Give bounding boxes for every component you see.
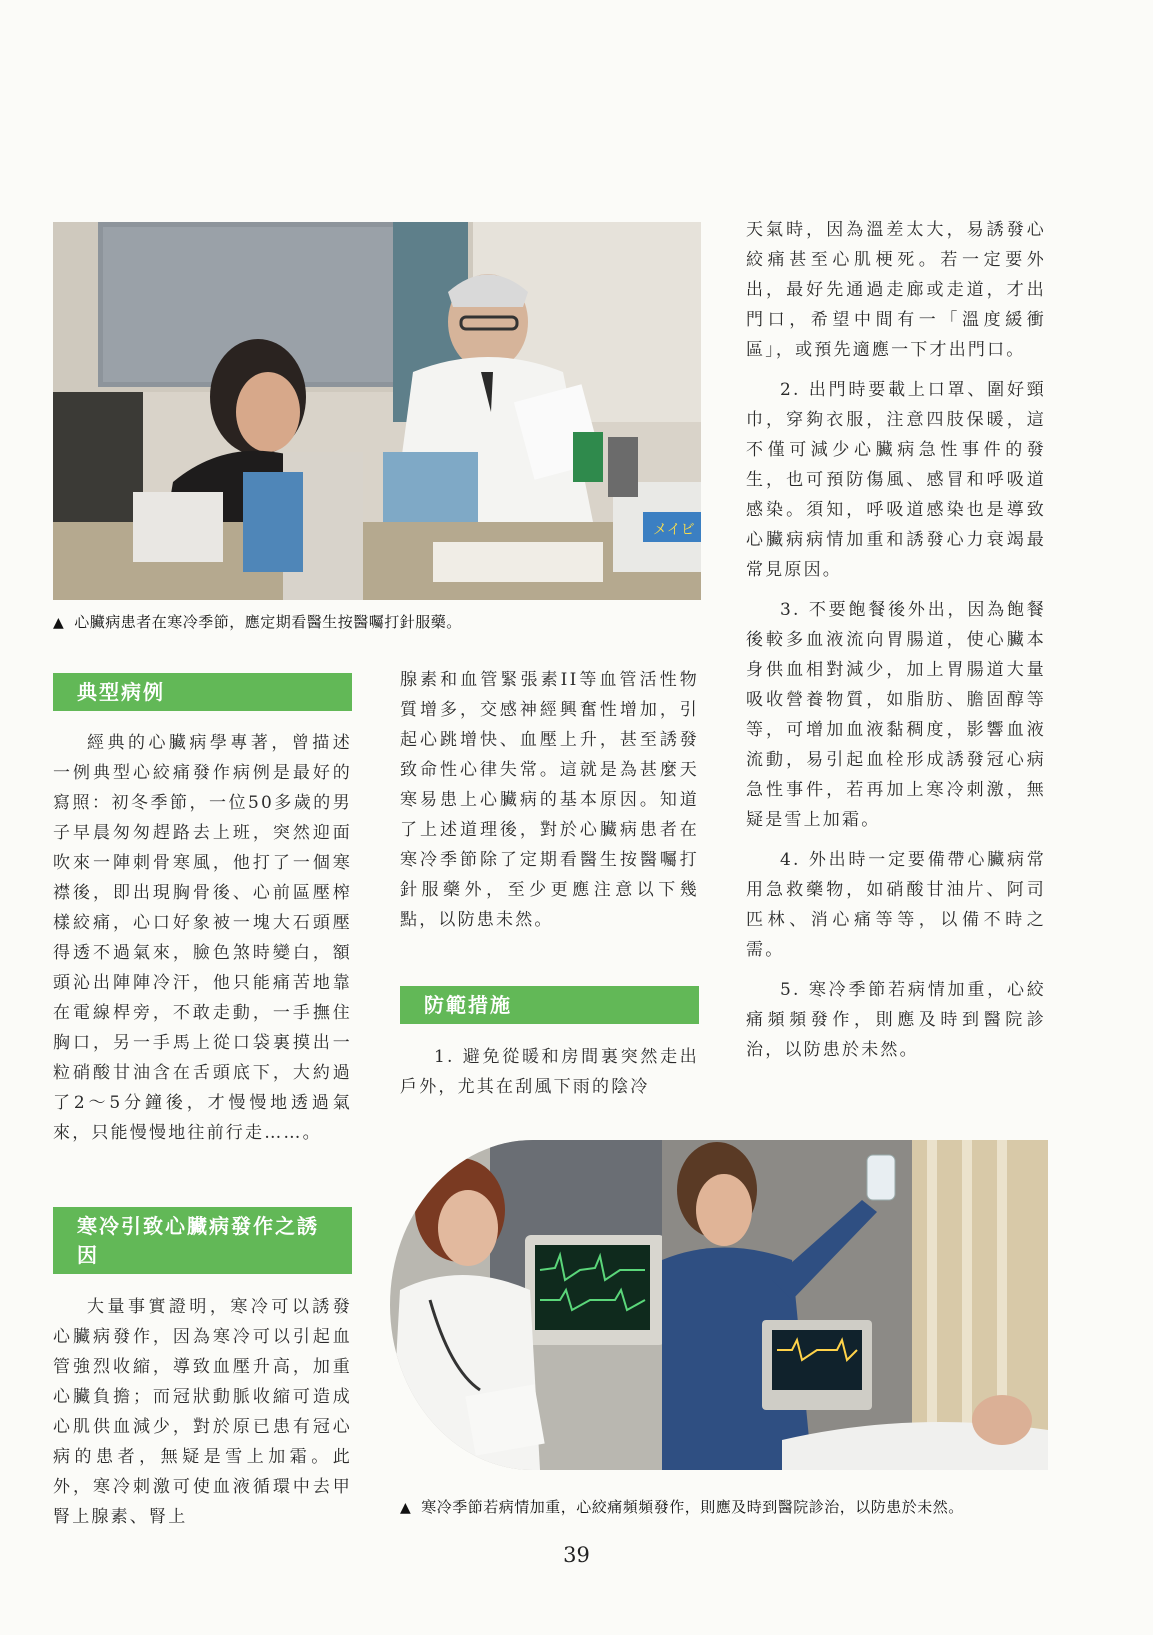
prevention-item-1-start: 1. 避免從暖和房間裏突然走出戶外，尤其在刮風下雨的陰冷: [400, 1047, 699, 1097]
bottom-photo-caption: [400, 1496, 964, 1517]
caption-marker-2: ▲: [400, 1500, 412, 1516]
heading-cold-cause: [53, 1207, 352, 1274]
heading-cold-cause-text: 寒冷引致心臟病發作之誘因: [77, 1213, 319, 1267]
prevention-item-1-cont: 天氣時，因為溫差太大，易誘發心絞痛甚至心肌梗死。若一定要外出，最好先通過走廊或走道，才出門口，希望中間有一「溫度緩衝區」，或預先適應一下才出門口。: [746, 220, 1046, 360]
top-photo-caption: [53, 611, 462, 632]
caption-marker: ▲: [53, 615, 65, 631]
prevention-item-5: 5. 寒冷季節若病情加重，心絞痛頻頻發作，則應及時到醫院診治，以防患於未然。: [746, 980, 1046, 1060]
column-1-cause-text: [53, 1292, 352, 1527]
column-1-case-text: [53, 728, 352, 1180]
heading-typical-case-text: 典型病例: [77, 680, 165, 704]
cause-paragraph-cont: 腺素和血管緊張素II等血管活性物質增多，交感神經興奮性增加，引起心跳增快、血壓上升，甚至誘發致命性心律失常。這就是為甚麼天寒易患上心臟病的基本原因。知道了上述道理後，對於心臟病患者在寒冷季節除了定期看醫生按醫囑打針服藥外，至少更應注意以下幾點，以防患未然。: [400, 670, 699, 930]
column-2-item1-start: [400, 1042, 699, 1112]
box-label-text: メイビ: [653, 522, 695, 538]
page-number: 39: [563, 1543, 590, 1567]
prevention-item-3: 3. 不要飽餐後外出，因為飽餐後較多血液流向胃腸道，使心臟本身供血相對減少，加上胃腸道大量吸收營養物質，如脂肪、膽固醇等等，可增加血液黏稠度，影響血液流動，易引起血栓形成誘發冠心病急性事件，若再加上寒冷刺激，無疑是雪上加霜。: [746, 600, 1046, 830]
prevention-item-4: 4. 外出時一定要備帶心臟病常用急救藥物，如硝酸甘油片、阿司匹林、消心痛等等，以備不時之需。: [746, 850, 1046, 960]
prevention-item-2: 2. 出門時要載上口罩、圍好頸巾，穿夠衣服，注意四肢保暖，這不僅可減少心臟病急性事件的發生，也可預防傷風、感冒和呼吸道感染。須知，呼吸道感染也是導致心臟病病情加重和誘發心力衰竭最常見原因。: [746, 380, 1046, 580]
case-paragraph: 經典的心臟病學專著，曾描述一例典型心絞痛發作病例是最好的寫照：初冬季節，一位50多歲的男子早晨匆匆趕路去上班，突然迎面吹來一陣刺骨寒風，他打了一個寒襟後，即出現胸骨後、心前區壓榨樣絞痛，心口好象被一塊大石頭壓得透不過氣來，臉色煞時變白，額頭沁出陣陣冷汗，他只能痛苦地靠在電線桿旁，不敢走動，一手撫住胸口，另一手馬上從口袋裏摸出一粒硝酸甘油含在舌頭底下，大約過了2～5分鐘後，才慢慢地透過氣來，只能慢慢地往前行走……。: [53, 733, 352, 1143]
bottom-caption-text: 寒冷季節若病情加重，心絞痛頻頻發作，則應及時到醫院診治，以防患於未然。: [421, 1498, 964, 1516]
heading-typical-case: [53, 673, 352, 711]
bottom-photo-right: [662, 1140, 1048, 1470]
bottom-photo-left: [390, 1140, 676, 1470]
heading-prevention-text: 防範措施: [424, 993, 512, 1017]
cause-paragraph-start: 大量事實證明，寒冷可以誘發心臟病發作，因為寒冷可以引起血管強烈收縮，導致血壓升高，加重心臟負擔；而冠狀動脈收縮可造成心肌供血減少，對於原已患有冠心病的患者，無疑是雪上加霜。此外，寒冷刺激可使血液循環中去甲腎上腺素、腎上: [53, 1297, 352, 1527]
heading-prevention: [400, 986, 699, 1024]
column-2-cause-cont: [400, 665, 699, 965]
top-caption-text: 心臟病患者在寒冷季節，應定期看醫生按醫囑打針服藥。: [74, 613, 462, 631]
top-photo: [53, 222, 701, 600]
column-3-prevention: [746, 215, 1046, 1105]
